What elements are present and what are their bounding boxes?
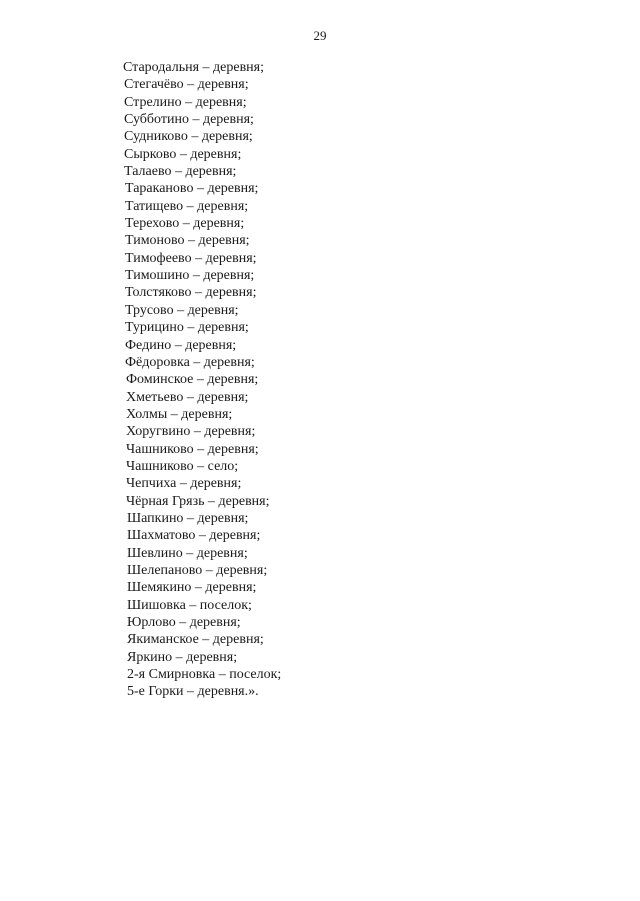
list-item: Стегачёво – деревня; <box>124 77 249 93</box>
list-item: Шелепаново – деревня; <box>127 562 268 578</box>
list-item: Тимофеево – деревня; <box>125 250 257 266</box>
list-item: Сырково – деревня; <box>124 146 242 162</box>
list-item: Судниково – деревня; <box>124 129 253 145</box>
list-item: Чашниково – село; <box>126 458 239 474</box>
list-item: Юрлово – деревня; <box>127 615 241 630</box>
list-item: Тимоново – деревня; <box>125 233 250 249</box>
list-item: Федино – деревня; <box>125 337 237 353</box>
page-number: 29 <box>313 28 327 43</box>
list-item: Тараканово – деревня; <box>125 181 259 197</box>
list-item: Стрелино – деревня; <box>124 94 247 110</box>
list-item: Шишовка – поселок; <box>127 597 252 613</box>
list-item: Шапкино – деревня; <box>127 510 249 526</box>
list-item: Хметьево – деревня; <box>126 389 249 405</box>
list-item: Татищево – деревня; <box>125 198 249 214</box>
list-item: Шемякино – деревня; <box>127 580 257 596</box>
list-item: Чёрная Грязь – деревня; <box>126 493 270 509</box>
list-item: Трусово – деревня; <box>125 302 239 318</box>
list-item: Чашниково – деревня; <box>126 441 259 457</box>
list-item: 5-е Горки – деревня.». <box>127 684 259 700</box>
list-item: Яркино – деревня; <box>127 649 238 665</box>
list-item: Толстяково – деревня; <box>125 285 257 301</box>
list-item: Шевлино – деревня; <box>127 545 248 561</box>
list-item: Хоругвино – деревня; <box>126 424 256 440</box>
list-item: Холмы – деревня; <box>126 406 233 422</box>
list-item: Терехово – деревня; <box>125 216 245 232</box>
list-item: Турицино – деревня; <box>125 320 249 336</box>
list-item: 2-я Смирновка – поселок; <box>127 667 282 683</box>
list-item: Субботино – деревня; <box>124 112 254 128</box>
list-item: Тимошино – деревня; <box>125 268 255 284</box>
list-item: Якиманское – деревня; <box>127 632 264 648</box>
list-item: Шахматово – деревня; <box>127 528 261 544</box>
list-item: Стародальня – деревня; <box>123 60 264 75</box>
list-item: Чепчиха – деревня; <box>126 476 242 492</box>
list-item: Фоминское – деревня; <box>126 372 259 388</box>
list-item: Фёдоровка – деревня; <box>125 354 255 370</box>
list-item: Талаево – деревня; <box>124 164 237 180</box>
settlement-list <box>0 59 640 701</box>
